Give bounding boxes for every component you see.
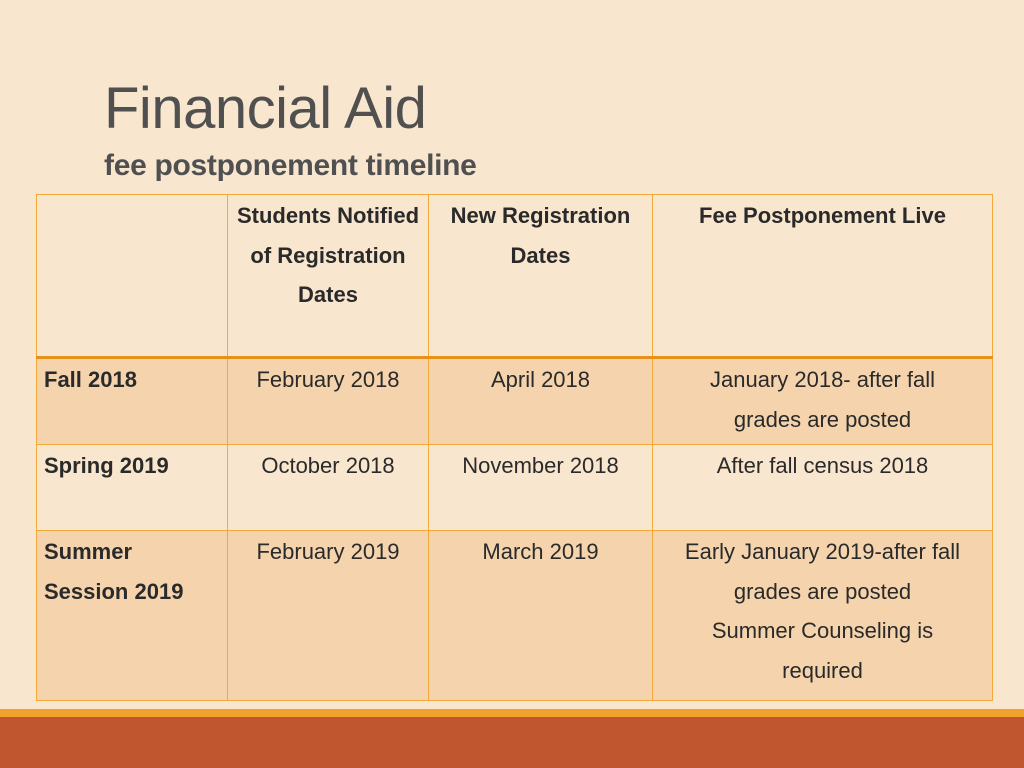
registration-cell: November 2018 [429, 445, 653, 531]
registration-cell: March 2019 [429, 531, 653, 701]
postponement-line: Early January 2019-after fall [684, 539, 961, 564]
term-cell: Summer Session 2019 [37, 531, 228, 701]
postponement-cell [653, 358, 993, 445]
notified-cell: October 2018 [228, 445, 429, 531]
postponement-line: grades are posted [733, 406, 912, 432]
bottom-footer-bar [0, 717, 1024, 768]
postponement-line: required [782, 657, 863, 683]
table-row [37, 445, 993, 531]
header-new-registration: New Registration Dates [429, 195, 653, 358]
bottom-accent-stripe [0, 709, 1024, 717]
postponement-cell [653, 445, 993, 531]
header-row [37, 195, 993, 358]
notified-cell: February 2018 [228, 358, 429, 445]
header-fee-postponement: Fee Postponement Live [653, 195, 993, 358]
registration-cell: April 2018 [429, 358, 653, 445]
slide-subtitle: fee postponement timeline [104, 149, 477, 182]
fee-postponement-table [36, 194, 993, 701]
postponement-line: grades are posted [733, 578, 912, 604]
postponement-line: Summer Counseling is [711, 618, 934, 643]
header-blank [37, 195, 228, 358]
notified-cell: February 2019 [228, 531, 429, 701]
table-row [37, 531, 993, 701]
postponement-line: January 2018- after fall [709, 367, 936, 392]
term-cell: Fall 2018 [37, 358, 228, 445]
table-row [37, 358, 993, 445]
postponement-line: After fall census 2018 [716, 453, 929, 478]
slide-title: Financial Aid [104, 76, 427, 141]
term-cell: Spring 2019 [37, 445, 228, 531]
postponement-cell [653, 531, 993, 701]
header-students-notified: Students Notified of Registration Dates [228, 195, 429, 358]
